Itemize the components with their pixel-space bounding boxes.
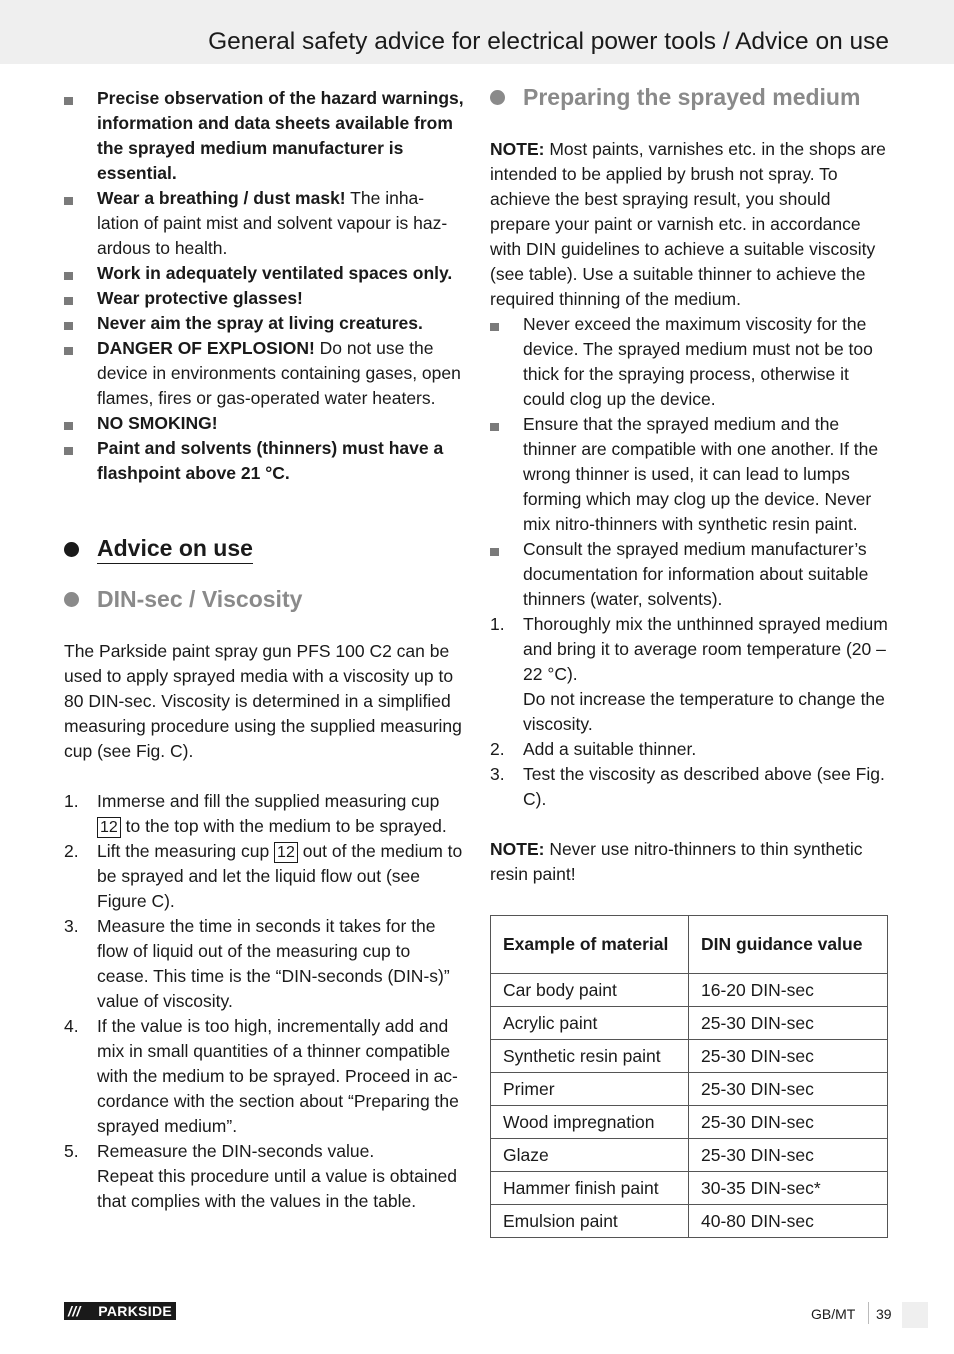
list-item: Paint and solvents (thinners) must have a flashpoint above 21 °C. — [64, 436, 464, 486]
header-band — [0, 0, 954, 64]
measure-steps — [64, 789, 464, 1214]
list-item: Precise observation of the hazard warnings, information and data sheets available from the sprayed medium manufacturer is essential. — [64, 86, 464, 186]
preparing-heading: Preparing the sprayed medium — [490, 84, 890, 110]
parkside-logo: /// PARKSIDE — [64, 1302, 176, 1320]
bullet-dot-icon — [490, 90, 505, 105]
divider — [868, 1302, 869, 1324]
table-row: Synthetic resin paint 25-30 DIN-sec — [491, 1040, 888, 1073]
table-header-row — [491, 916, 888, 974]
note-paragraph: NOTE: Never use nitro-thinners to thin synthetic resin paint! — [490, 839, 863, 884]
left-column — [64, 86, 464, 1214]
bullet-dot-icon — [64, 592, 79, 607]
list-item: 3. Measure the time in seconds it takes for the flow of liquid out of the measuring cup to cease. This time is the “DIN-seconds (DIN-s)” value of viscosity. — [64, 916, 450, 1011]
list-item: Wear protective glasses! — [64, 286, 464, 311]
note-paragraph: NOTE: Most paints, varnishes etc. in the shops are intended to be applied by brush not spray. To achieve the best spraying result, you should prepare your paint or varnish etc. in accordance with DIN guidelines to achieve a suitable viscosity (see table). Use a suitable thinner to achieve the required thinning of the medium. — [490, 139, 886, 309]
din-heading: DIN-sec / Viscosity — [64, 583, 464, 615]
list-item: 1. Immerse and fill the supplied measuring cup 12 to the top with the medium to be sprayed. — [64, 791, 447, 836]
list-item: 3. Test the viscosity as described above (see Fig. C). — [490, 764, 885, 809]
region-code: GB/MT — [811, 1306, 856, 1322]
list-item: 5. Remeasure the DIN-seconds value. Repeat this procedure until a value is obtained that complies with the values in the table. — [64, 1141, 457, 1211]
list-item: Never exceed the maximum viscosity for the device. The sprayed medium must not be too thick for the spraying process, otherwise it could clog up the device. — [490, 312, 890, 412]
list-item: Consult the sprayed medium manufacturer’s documentation for information about suitable thinners (water, solvents). — [490, 537, 890, 612]
right-column — [490, 83, 890, 1238]
table-row: Acrylic paint 25-30 DIN-sec — [491, 1007, 888, 1040]
list-item: Ensure that the sprayed medium and the thinner are compatible with one another. If the wrong thinner is used, it can lead to lumps forming which may clog up the device. Never mix nitro-thinners with synthetic resin paint. — [490, 412, 890, 537]
advice-heading: Advice on use — [64, 533, 464, 565]
safety-list — [64, 86, 464, 486]
bullet-dot-icon — [64, 542, 79, 557]
list-item: 4. If the value is too high, incrementally add and mix in small quantities of a thinner compatible with the medium to be sprayed. Proceed in ac-cordance with the section about “Preparing the sprayed medium”. — [64, 1016, 459, 1136]
list-item: 2. Add a suitable thinner. — [490, 739, 697, 759]
list-item: NO SMOKING! — [64, 411, 464, 436]
table-header: DIN guidance value — [689, 916, 888, 974]
page-tab — [902, 1302, 928, 1328]
list-item: 1. Thoroughly mix the unthinned sprayed medium and bring it to average room temperature (20 – 22 °C). Do not increase the temperature to change the viscosity. — [490, 614, 888, 734]
table-header: Example of material — [491, 916, 689, 974]
table-row: Glaze 25-30 DIN-sec — [491, 1139, 888, 1172]
list-item: Wear a breathing / dust mask! The inha-lation of paint mist and solvent vapour is haz-ardous to health. — [64, 186, 464, 261]
table-row: Primer 25-30 DIN-sec — [491, 1073, 888, 1106]
table-row: Emulsion paint 40-80 DIN-sec — [491, 1205, 888, 1238]
page-title: General safety advice for electrical power tools / Advice on use — [208, 28, 889, 55]
table-row: Wood impregnation 25-30 DIN-sec — [491, 1106, 888, 1139]
table-row: Car body paint 16-20 DIN-sec — [491, 974, 888, 1007]
ref-number: 12 — [274, 842, 298, 863]
list-item: Never aim the spray at living creatures. — [64, 311, 464, 336]
din-table — [490, 915, 888, 1238]
page-number: 39 — [876, 1306, 892, 1322]
list-item: DANGER OF EXPLOSION! Do not use the device in environments containing gases, open flames, fires or gas-operated water heaters. — [64, 336, 464, 411]
ref-number: 12 — [97, 817, 121, 838]
preparing-steps — [490, 612, 890, 812]
list-item: Work in adequately ventilated spaces only. — [64, 261, 464, 286]
list-item: 2. Lift the measuring cup 12 out of the medium to be sprayed and let the liquid flow out (see Figure C). — [64, 841, 463, 911]
preparing-list — [490, 312, 890, 612]
din-intro: The Parkside paint spray gun PFS 100 C2 can be used to apply sprayed media with a viscosity up to 80 DIN-sec. Viscosity is determined in a simplified measuring procedure using the supplied measuring cup (see Fig. C). — [64, 641, 462, 761]
table-row: Hammer finish paint 30-35 DIN-sec* — [491, 1172, 888, 1205]
